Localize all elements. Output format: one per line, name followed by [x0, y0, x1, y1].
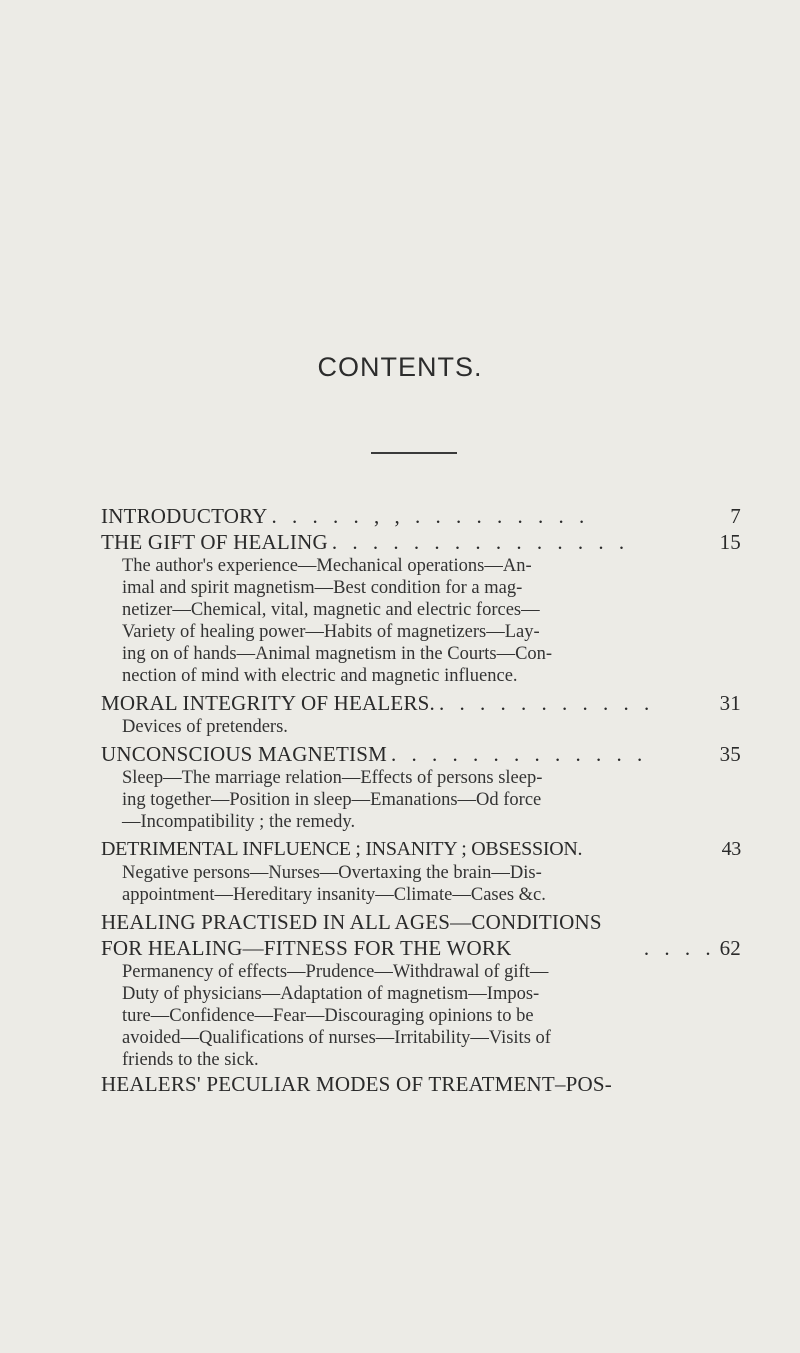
toc-heading-text: HEALERS' PECULIAR MODES OF TREATMENT–POS-	[101, 1072, 612, 1096]
title-rule	[371, 452, 457, 454]
toc-description-line: friends to the sick.	[122, 1050, 259, 1070]
toc-heading-text: DETRIMENTAL INFLUENCE ; INSANITY ; OBSESSION.	[101, 838, 583, 860]
toc-leader: . . . .	[643, 936, 716, 960]
table-of-contents	[101, 503, 741, 1097]
toc-description-line: Sleep—The marriage relation—Effects of persons sleep-	[122, 768, 543, 788]
toc-description-line: Duty of physicians—Adaptation of magnetism—Impos-	[122, 984, 540, 1004]
toc-description-line: avoided—Qualifications of nurses—Irritability—Visits of	[122, 1028, 551, 1048]
toc-leader: . . . . . . . . . . .	[439, 691, 655, 715]
toc-description-line: appointment—Hereditary insanity—Climate—Cases &c.	[122, 885, 546, 905]
toc-entry-introductory	[101, 503, 741, 529]
toc-entry-healing-practised	[101, 909, 741, 1071]
toc-heading-text: FOR HEALING—FITNESS FOR THE WORK	[101, 936, 512, 960]
toc-page-number: 62	[719, 936, 741, 960]
toc-description-line: ture—Confidence—Fear—Discouraging opinions to be	[122, 1006, 534, 1026]
toc-description-line: Permanency of effects—Prudence—Withdrawal of gift—	[122, 962, 549, 982]
page-title: CONTENTS.	[317, 352, 483, 382]
toc-heading	[101, 1071, 741, 1097]
toc-entry-moral-integrity	[101, 690, 741, 738]
toc-leader: . . . . . . . . . . . . . . .	[331, 530, 630, 554]
toc-heading-text: THE GIFT OF HEALING	[101, 530, 328, 554]
toc-description-line: ing on of hands—Animal magnetism in the Courts—Con-	[122, 644, 553, 664]
toc-description-line: ing together—Position in sleep—Emanations—Od force	[122, 790, 542, 810]
toc-page-number: 43	[721, 838, 741, 860]
toc-description-line: Devices of pretenders.	[122, 717, 288, 737]
toc-heading	[101, 503, 741, 529]
toc-page-number: 31	[719, 691, 741, 715]
toc-leader: . . . . . , , . . . . . . . . .	[271, 504, 590, 528]
toc-entry-detrimental-influence	[101, 836, 741, 906]
toc-heading-text: INTRODUCTORY	[101, 504, 268, 528]
toc-description	[101, 767, 741, 833]
toc-page-number: 15	[719, 530, 741, 554]
toc-description-line: netizer—Chemical, vital, magnetic and electric forces—	[122, 600, 540, 620]
toc-heading	[101, 741, 741, 767]
toc-description-line: Variety of healing power—Habits of magnetizers—Lay-	[122, 622, 540, 642]
toc-description	[101, 961, 741, 1071]
toc-description-line: nection of mind with electric and magnetic influence.	[122, 666, 518, 686]
toc-heading	[101, 909, 741, 935]
toc-entry-healers-modes	[101, 1071, 741, 1097]
toc-heading	[101, 690, 741, 716]
toc-heading	[101, 935, 741, 961]
toc-description-line: —Incompatibility ; the remedy.	[122, 812, 356, 832]
toc-heading	[101, 529, 741, 555]
toc-heading	[101, 836, 741, 862]
toc-description	[101, 716, 741, 738]
toc-description	[101, 555, 741, 687]
toc-description-line: The author's experience—Mechanical operations—An-	[122, 556, 532, 576]
toc-heading-text: HEALING PRACTISED IN ALL AGES—CONDITIONS	[101, 910, 602, 934]
toc-page-number: 7	[730, 504, 741, 528]
toc-heading-text: MORAL INTEGRITY OF HEALERS.	[101, 691, 435, 715]
toc-heading-text: UNCONSCIOUS MAGNETISM	[101, 742, 387, 766]
toc-entry-gift-of-healing	[101, 529, 741, 687]
toc-entry-unconscious-magnetism	[101, 741, 741, 833]
toc-description-line: Negative persons—Nurses—Overtaxing the brain—Dis-	[122, 863, 542, 883]
toc-leader: . . . . . . . . . . . . .	[390, 742, 648, 766]
toc-description	[101, 862, 741, 906]
toc-page-number: 35	[719, 742, 741, 766]
toc-description-line: imal and spirit magnetism—Best condition for a mag-	[122, 578, 523, 598]
